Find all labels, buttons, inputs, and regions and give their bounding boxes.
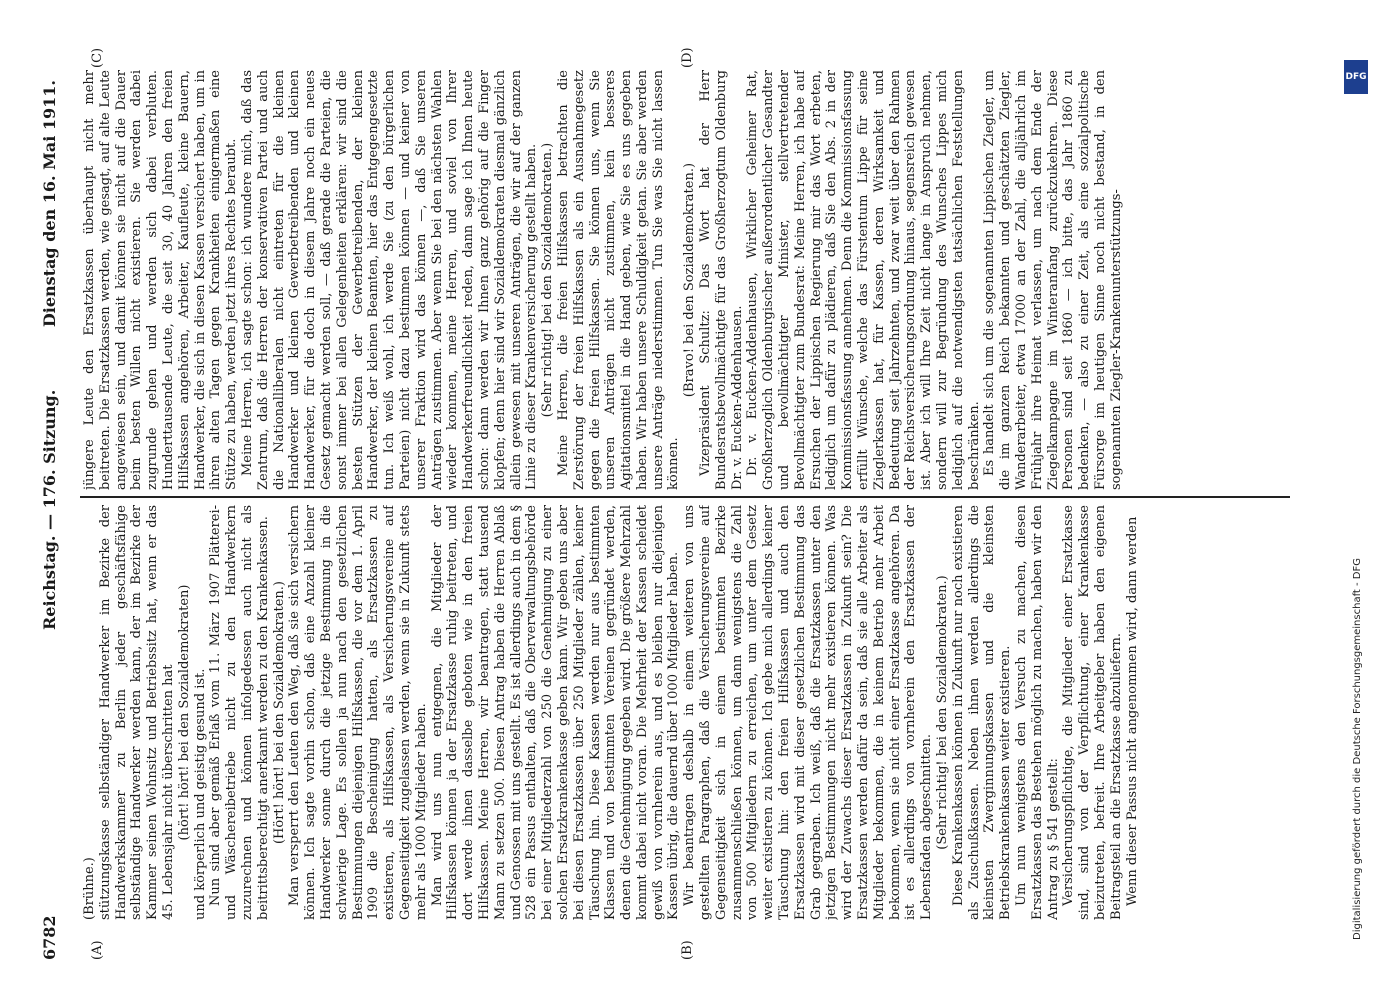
interjection: (Bravo! bei den Sozialdemokraten.) <box>682 162 698 398</box>
paragraph: Wir beantragen deshalb in einem weiteren von uns gestellten Paragraphen, daß die Versicherungsvereine auf Gegenseitigkeit sich in einem bestimmten Bezirke zusammenschließen können, um dann wenigstens die Zahl von 500 Mitgliedern zu erreichen, um unter dem Gesetz weiter existieren zu können. Ich gebe mich allerdings keiner Täuschung hin: den freien Hilfskassen und auch den Ersatzkassen wird mit dieser gesetzlichen Bestimmung das Grab gegraben. Ich weiß, daß die Ersatzkassen unter den jetzigen Bestimmungen nicht mehr existieren können. Was wird der Zuwachs dieser Ersatzkassen in Zukunft sein? Die Ersatzkassen werden dafür da sein, daß sie alle Arbeiter als Mitglieder bekommen, die in keinem Betrieb mehr Arbeit bekommen, wenn sie nicht einer Ersatzkasse angehören. Da ist es allerdings von vornherein den Ersatzkassen der Lebensfaden abgeschnitten. <box>682 505 935 920</box>
margin-mark-b: (B) <box>680 940 695 960</box>
paragraph: Um nun wenigstens den Versuch zu machen, diesen Ersatzkassen das Bestehen möglich zu machen, haben wir den Antrag zu § 541 gestellt: <box>1014 505 1061 920</box>
paragraph: und körperlich und geistig gesund ist. <box>192 668 208 920</box>
paragraph: Man wird uns nun entgegnen, die Mitglieder der Hilfskassen können ja der Ersatzkasse ruhig beitreten, und dort werde ihnen dasselbe geboten wie in den freien Hilfskassen. Meine Herren, wir beantragen, statt tausend Mann zu setzen 500. Diesen Antrag haben die Herren Ablaß und Genossen mit uns gestellt. Es ist allerdings auch in dem § 528 ein Passus enthalten, daß die Oberverwaltungsbehörde bei einer Mitgliederzahl von 250 die Genehmigung zu einer solchen Ersatzkrankenkasse geben kann. Wir geben uns aber bei diesen Ersatzkassen über 250 Mitglieder zählen, keiner Täuschung hin. Diese Kassen werden nur aus bestimmten Klassen und von bestimmten Vereinen gegründet werden, denen die Genehmigung gegeben wird. Die größere Mehrzahl kommt dabei nicht voran. Die Mehrheit der Kassen scheidet gewiß von vornherein aus, und es bleiben nur diejenigen Kassen übrig, die dauernd über 1000 Mitglieder haben. <box>429 505 682 920</box>
document-page <box>40 40 1320 960</box>
column-divider <box>80 496 1290 498</box>
credit-text: Digitalisierung gefördert durch die Deutsche Forschungsgemeinschaft - DFG <box>1352 557 1363 940</box>
page-number: 6782 <box>40 915 59 960</box>
margin-mark-a: (A) <box>90 940 105 960</box>
interjection: (Sehr richtig! bei den Sozialdemokraten.) <box>935 575 951 850</box>
interjection: (hört! hört! bei den Sozialdemokraten) <box>176 584 192 841</box>
interjection: (Hört! hört! bei den Sozialdemokraten.) <box>271 581 287 845</box>
paragraph: Wenn dieser Passus nicht angenommen wird, dann werden <box>1124 516 1140 906</box>
speaker-paragraph: Dr. v. Eucken-Addenhausen, Wirklicher Geheimer Rat, Großherzoglich Oldenburgischer außerordentlicher Gesandter und bevollmächtigter Minister, stellvertretender Bevollmächtigter zum Bundesrat: Meine Herren, ich habe auf Ersuchen der Lippischen Regierung mir das Wort erbeten, lediglich um dafür zu plädieren, daß Sie den Abs. 2 in der Kommissionsfassung annehmen. Denn die Kommissionsfassung erfüllt Wünsche, welche das Fürstentum Lippe für seine Zieglerkassen hat, für Kassen, deren Wirksamkeit und Bedeutung seit Jahrzehnten, und zwar weit über den Rahmen der Reichsversicherungsordnung hinaus, segensreich gewesen ist. Aber ich will Ihre Zeit nicht lange in Anspruch nehmen, sondern will zur Begründung des Wunsches Lippes mich lediglich auf die notwendigsten tatsächlichen Feststellungen beschränken. <box>745 70 982 490</box>
margin-mark-c: (C) <box>90 47 105 68</box>
interjection: (Sehr richtig! bei den Sozialdemokraten.) <box>540 142 556 418</box>
left-column <box>82 505 1292 920</box>
paragraph: stützungskasse selbständiger Handwerker im Bezirke der Handwerkskammer zu Berlin jeder geschäftsfähige selbständige Handwerker werden kann, der im Bezirke der Kammer seinen Wohnsitz und Betriebssitz hat, wenn er das 45. Lebensjahr nicht überschritten hat <box>97 505 176 920</box>
paragraph: Diese Krankenkassen können in Zukunft nur noch existieren als Zuschußkassen. Neben ihnen werden allerdings die kleinsten Zwerginnungskassen und die kleinsten Betriebskrankenkassen weiter existieren. <box>950 505 1014 920</box>
page-title: Reichstag. — 176. Sitzung. <box>40 389 59 630</box>
paragraph: jüngere Leute den Ersatzkassen überhaupt nicht mehr beitreten. Die Ersatzkassen werden, wie gesagt, auf alte Leute angewiesen sein, und damit können sie nicht auf die Dauer beim besten Willen nicht existieren. Sie werden dabei zugrunde gehen und werden sich dabei verbluten. Hunderttausende Leute, die seit 30, 40 Jahren den freien Hilfskassen angehören, Arbeiter, Kaufleute, kleine Bauern, Handwerker, die sich in diesen Kassen versichert haben, um in ihren alten Tagen gegen Krankheiten einigermaßen eine Stütze zu haben, werden jetzt ihres Rechtes beraubt. <box>82 70 240 490</box>
margin-mark-d: (D) <box>680 47 695 68</box>
quoted-motion: Versicherungspflichtige, die Mitglieder einer Ersatzkasse sind, sind von der Verpflichtung, einer Krankenkasse beizutreten, befreit. Ihre Arbeitgeber haben den eigenen Beitragsteil an die Ersatzkasse abzuliefern. <box>1061 505 1124 920</box>
paragraph: Es handelt sich um die sogenannten Lippischen Ziegler, um die im ganzen Reich bekannten und geschätzten Ziegler, Wanderarbeiter, etwa 17000 an der Zahl, die alljährlich im Frühjahr ihre Heimat verlassen, um nach dem Ende der Ziegelkampagne im Winteranfang zurückzukehren. Diese Personen sind seit 1860 — ich bitte, das Jahr 1860 zu bedenken, — also zu einer Zeit, als eine sozialpolitische Fürsorge im heutigen Sinne noch nicht bestand, in den sogenannten Ziegler-Krankenunterstützungs- <box>982 70 1124 490</box>
speaker-paragraph: Vizepräsident Schultz: Das Wort hat der Herr Bundesratsbevollmächtigte für das Großherzogtum Oldenburg Dr. v. Eucken-Addenhausen. <box>698 70 745 490</box>
digitization-credit <box>1340 50 1380 950</box>
right-column <box>82 70 1292 490</box>
session-date: Dienstag den 16. Mai 1911. <box>40 80 59 328</box>
speaker-note: (Brühne.) <box>82 857 97 920</box>
paragraph: Man versperrt den Leuten den Weg, daß sie sich versichern können. Ich sagte vorhin schon, daß eine Anzahl kleiner Handwerker sonne durch die jetzige Bestimmung in die schwierige Lage. Es sollen ja nun nach den gesetzlichen Bestimmungen diejenigen Hilfskassen, die vor dem 1. April 1909 die Bescheinigung hatten, als Ersatzkassen zu existieren, als Hilfskassen, als Versicherungsvereine auf Gegenseitigkeit zugelassen werden, wenn sie in Zukunft stets mehr als 1000 Mitglieder haben. <box>287 505 429 920</box>
paragraph: Nun sind aber gemäß Erlaß vom 11. März 1907 Plätterei- und Wäschereibetriebe nicht zu den Handwerkern zuzurechnen und können infolgedessen auch nicht als beitrittsberechtigt anerkannt werden zu den Krankenkassen. <box>208 505 271 920</box>
paragraph: Meine Herren, die freien Hilfskassen betrachten die Zerstörung der freien Hilfskassen als ein Ausnahmegesetz gegen die freien Hilfskassen. Sie können uns, wenn Sie unseren Anträgen nicht zustimmen, kein besseres Agitationsmittel in die Hand geben, wie Sie es uns gegeben haben. Wir haben unsere Schuldigkeit getan. Sie aber werden unsere Anträge niederstimmen. Tun Sie was Sie nicht lassen können. <box>555 70 682 490</box>
paragraph: Meine Herren, ich sagte schon: ich wundere mich, daß das Zentrum, daß die Herren der konservativen Partei und auch die Nationalliberalen nicht eintreten für die kleinen Handwerker und kleinen Gewerbetreibenden und kleinen Handwerker, für die doch in diesem Jahre noch ein neues Gesetz gemacht werden soll, — daß gerade die Parteien, die sonst immer bei allen Gelegenheiten erklären: wir sind die besten Stützen der Gewerbetreibenden, der kleinen Handwerker, der kleinen Beamten, hier das Entgegengesetzte tun. Ich weiß wohl, ich werde Sie (zu den bürgerlichen Parteien) nicht dazu bestimmen können — und keiner von unserer Fraktion wird das können —, daß Sie unseren Anträgen zustimmen. Aber wenn Sie bei den nächsten Wahlen wieder kommen, meine Herren, und soviel von Ihrer Handwerkerfreundlichkeit reden, dann sage ich Ihnen heute schon: dann werden wir Ihnen ganz gehörig auf die Finger klopfen; denn hier sind wir Sozialdemokraten diesmal gänzlich allein gewesen mit unseren Anträgen, die wir auf der ganzen Linie zu dieser Krankenversicherung gestellt haben. <box>239 70 540 490</box>
dfg-logo-icon: DFG <box>1344 60 1368 94</box>
page-header <box>40 40 70 960</box>
